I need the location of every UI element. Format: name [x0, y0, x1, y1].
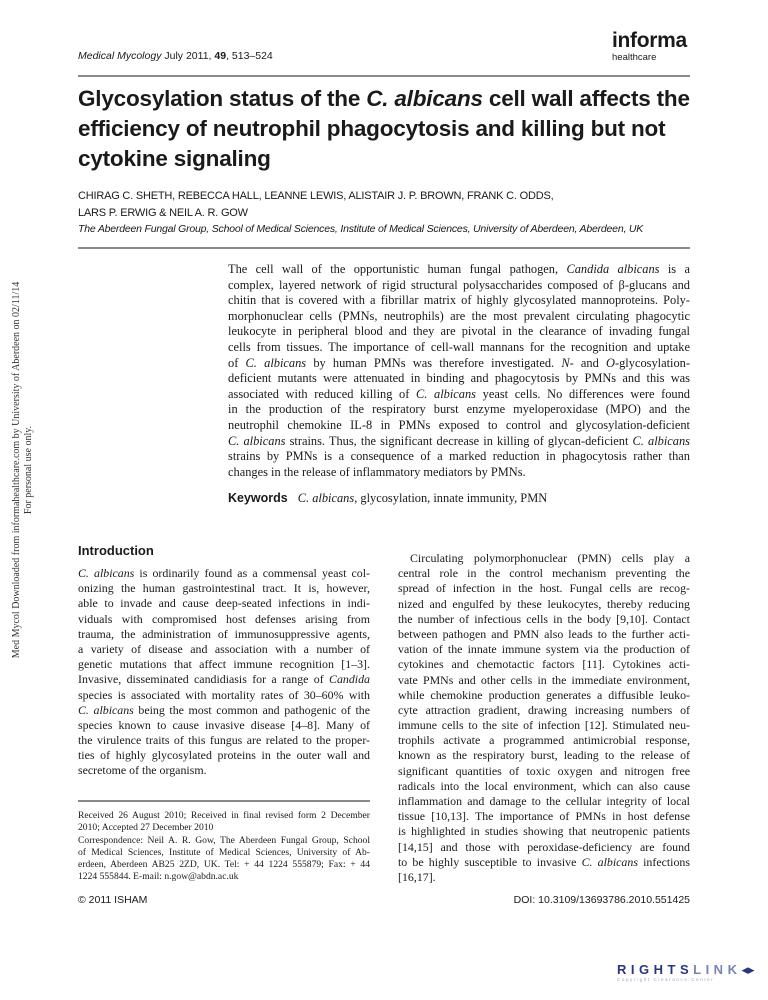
text-segment: changes in the release of inflammatory mediators by PMNs. [228, 464, 526, 479]
text-segment: radicals into the local environment, which can also cause [398, 778, 690, 793]
text-line [228, 402, 690, 418]
italic-term: C. albicans [228, 433, 286, 448]
text-line [78, 810, 370, 822]
text-segment: species is associated with mortality rates of 30–60% with [78, 687, 370, 702]
text-line [228, 387, 690, 403]
rightslink-tagline: Copyright Clearance Center [617, 977, 715, 982]
text-segment: spread of infection in the host. Fungal cells are recog- [398, 581, 690, 596]
left-column-text [78, 566, 370, 779]
text-line [398, 597, 690, 612]
text-line [398, 718, 690, 733]
publisher-sub: healthcare [612, 52, 657, 63]
text-segment: neutrophil chemokine IL-8 in PMNs exposed to control and glycosylation-deficient [228, 417, 690, 432]
text-segment: nized and engulfed by these leukocytes, thereby reducing [398, 596, 690, 611]
text-line [398, 642, 690, 657]
italic-term: O [606, 355, 615, 370]
text-line [398, 809, 690, 824]
text-line [78, 763, 370, 778]
text-line [398, 688, 690, 703]
text-segment: yeast cells. No differences were found [476, 386, 690, 401]
text-segment: the virulence traits of this fungus are related to the proper- [78, 733, 370, 748]
publisher-brand: informa [612, 29, 687, 52]
text-segment: trauma, the administration of immunosuppressive agents, [78, 626, 370, 641]
text-segment: significant quantities of toxic oxygen and nitrogen free [398, 763, 690, 778]
text-line [78, 596, 370, 611]
text-line [228, 309, 690, 325]
journal-citation [78, 50, 273, 62]
keywords-label: Keywords [228, 491, 288, 505]
text-segment: 2010; Accepted 27 December 2010 [78, 822, 214, 834]
journal-date: July 2011, [161, 50, 215, 62]
title-text: Glycosylation status of the [78, 86, 367, 111]
text-line [78, 847, 370, 859]
text-segment: immune cells to the site of infection [12]. Stimulated neu- [398, 718, 690, 733]
journal-name: Medical Mycology [78, 50, 162, 62]
text-line [228, 278, 690, 294]
text-line [228, 356, 690, 372]
text-line [228, 434, 690, 450]
download-notice-line: For personal use only. [23, 425, 34, 515]
text-line [398, 824, 690, 839]
text-line [228, 262, 690, 278]
doi[interactable]: DOI: 10.3109/13693786.2010.551425 [513, 894, 690, 906]
right-column-text [398, 551, 690, 885]
journal-volume: 49 [214, 50, 227, 62]
text-segment: the number of infectious cells in the body [9,10]. Contact [398, 611, 690, 626]
text-segment: able to invade and cause deep-seated infections in indi- [78, 596, 370, 611]
text-line [78, 612, 370, 627]
text-segment: viduals with compromised host defenses arising from [78, 611, 370, 626]
keyword-italic: C. albicans [297, 491, 355, 505]
italic-term: C. albicans [245, 355, 307, 370]
text-segment: complex, layered network of rigid structural polysaccharides composed of β-glucans and [228, 277, 690, 292]
text-line [78, 627, 370, 642]
text-line [78, 748, 370, 763]
text-segment: cells from tissues. The importance of cell-wall mannans for the recognition and uptake [228, 339, 690, 354]
text-segment: erdeen, Aberdeen AB25 2ZD, UK. Tel: + 44 1224 555879; Fax: + 44 [78, 859, 370, 871]
text-line [398, 703, 690, 718]
text-segment: The cell wall of the opportunistic human fungal pathogen, [228, 262, 567, 276]
text-line [398, 870, 690, 885]
text-segment: cyte attraction gradient, drawing increasing numbers of [398, 702, 690, 717]
text-segment: strains by PMNs is a consequence of a marked reduction in phagocytosis rather than [228, 449, 690, 464]
text-segment: leukocyte in peripheral blood and they are pivotal in the clearance of invading fungal [228, 324, 690, 339]
text-segment: morphonuclear cells (PMNs, neutrophils) are the most prevalent circulating phagocytic [228, 308, 690, 323]
text-segment: chitin that is covered with a fibrillar matrix of highly glycosylated mannoproteins. Poly- [228, 293, 690, 308]
affiliation: The Aberdeen Fungal Group, School of Medical Sciences, Institute of Medical Sciences, University of Aberdeen, Aberdeen, UK [78, 223, 644, 235]
header-rule [78, 75, 690, 77]
text-line [398, 612, 690, 627]
text-segment: [16,17]. [398, 869, 436, 884]
text-segment: ties of highly glycosylated proteins in the outer wall and [78, 748, 370, 763]
article-title [78, 84, 698, 174]
text-segment: in the production of the respiratory burst enzyme myeloperoxidase (MPO) and the [228, 402, 690, 417]
text-segment: being the most common and pathogenic of the [133, 702, 370, 717]
italic-term: C. albicans [78, 702, 134, 717]
text-line [78, 657, 370, 672]
keywords [228, 491, 547, 506]
text-line [398, 657, 690, 672]
rightslink-part1: RIGHTS [617, 962, 694, 977]
title-italic: C. albicans [366, 86, 483, 111]
text-line [398, 794, 690, 809]
text-segment: inflammation and damage to the cellular integrity of local [398, 794, 690, 808]
italic-term: N [561, 355, 570, 370]
italic-term: C. albicans [416, 386, 476, 401]
text-line [398, 748, 690, 763]
text-line [228, 371, 690, 387]
keywords-list: , glycosylation, innate immunity, PMN [354, 491, 548, 505]
text-segment: cytokines and chemotactic factors [11]. Cytokines acti- [398, 657, 690, 672]
rightslink-logo[interactable] [617, 962, 767, 982]
text-line [398, 733, 690, 748]
rightslink-part2: LINK [693, 962, 742, 977]
text-line [398, 855, 690, 870]
text-segment: trophils activate a programmed antimicrobial response, [398, 733, 690, 748]
text-segment: to be highly susceptible to invasive [398, 854, 582, 869]
text-segment: genetic mutations that affect immune recognition [1–3]. [78, 657, 370, 672]
text-segment: is highlighted in studies showing that neutropenic patients [398, 824, 690, 839]
title-text: cell wall affects the [482, 86, 690, 111]
text-line [398, 581, 690, 596]
text-segment: associated with reduced killing of [228, 386, 417, 401]
text-line [398, 627, 690, 642]
text-line [78, 581, 370, 596]
text-line [78, 871, 370, 883]
download-notice-line: Med Mycol Downloaded from informahealthcare.com by University of Aberdeen on 02/11/14 [11, 281, 22, 659]
text-segment: central role in the control mechanism preventing the [398, 566, 690, 581]
text-segment: strains. Thus, the significant decrease in killing of glycan-deficient [285, 433, 633, 448]
text-segment: known as the respiratory burst, leading to the release of [398, 748, 690, 763]
text-segment: vation of the innate immune system via the production of [398, 642, 690, 657]
text-segment: Invasive, disseminated candidiasis for a range of [78, 672, 330, 687]
footnotes [78, 810, 370, 884]
text-segment: -glycosylation- [614, 355, 690, 370]
text-segment: while chemokine production generates a diffusible leuko- [398, 687, 690, 702]
italic-term: Candida [329, 672, 370, 687]
text-line [398, 566, 690, 581]
text-line [228, 340, 690, 356]
text-line [228, 293, 690, 309]
italic-term: Candida albicans [566, 262, 660, 276]
text-line [78, 733, 370, 748]
text-segment: Circulating polymorphonuclear (PMN) cells play a [410, 551, 690, 565]
author-list [78, 188, 553, 222]
italic-term: C. albicans [632, 433, 690, 448]
italic-term: C. albicans [581, 854, 638, 869]
publisher-logo [612, 30, 687, 63]
download-notice [11, 282, 35, 658]
text-segment: - and [569, 355, 607, 370]
text-line [398, 551, 690, 566]
text-segment: of Medical Sciences, Institute of Medical Sciences, University of Ab- [78, 846, 370, 858]
footnote-rule [78, 800, 370, 802]
text-line [228, 465, 690, 481]
text-line [398, 673, 690, 688]
text-segment: species known to cause invasive disease [4–8]. Many of [78, 717, 370, 732]
authors-line: CHIRAG C. SHETH, REBECCA HALL, LEANNE LEWIS, ALISTAIR J. P. BROWN, FRANK C. ODDS, [78, 190, 554, 202]
text-line [398, 764, 690, 779]
text-line [78, 718, 370, 733]
journal-pages: , 513–524 [226, 50, 273, 62]
title-text: cytokine signaling [78, 146, 271, 171]
text-segment: Received 26 August 2010; Received in final revised form 2 December [78, 810, 370, 821]
text-segment: [14,15] and those with peroxidase-deficiency are found [398, 839, 690, 854]
text-segment: tissue [10,13]. The importance of PMNs in host defense [398, 809, 690, 824]
text-line [398, 840, 690, 855]
text-line [228, 324, 690, 340]
section-heading: Introduction [78, 543, 154, 558]
text-line [78, 835, 370, 847]
text-line [228, 418, 690, 434]
text-segment: deficient mutants were attenuated in binding and phagocytosis by PMNs and this was [228, 371, 690, 386]
chevron-icon: ◂▸ [741, 962, 755, 977]
text-line [78, 703, 370, 718]
text-segment: by human PMNs was therefore investigated. [306, 355, 562, 370]
text-line [78, 566, 370, 581]
text-line [398, 779, 690, 794]
text-segment: is ordinarily found as a commensal yeast col- [134, 566, 370, 580]
text-segment: infections [637, 854, 690, 869]
authors-line: LARS P. ERWIG & NEIL A. R. GOW [78, 207, 248, 219]
text-line [78, 672, 370, 687]
text-segment: onizing the human gastrointestinal tract. It is, however, [78, 581, 370, 596]
text-line [228, 449, 690, 465]
text-segment: between pathogen and PMN also leads to the further acti- [398, 626, 690, 641]
text-segment: vate PMNs and other cells in the immediate environment, [398, 672, 690, 687]
text-line [78, 688, 370, 703]
italic-term: C. albicans [78, 566, 135, 580]
text-line [78, 642, 370, 657]
title-rule [78, 247, 690, 249]
text-segment: secretome of the organism. [78, 763, 207, 778]
text-segment: Correspondence: Neil A. R. Gow, The Aberdeen Fungal Group, School [78, 834, 370, 846]
text-segment: is a [659, 262, 690, 276]
text-segment: of [228, 355, 246, 370]
title-text: efficiency of neutrophil phagocytosis and killing but not [78, 116, 666, 141]
text-line [78, 822, 370, 834]
text-segment: 1224 555844. E-mail: n.gow@abdn.ac.uk [78, 871, 239, 883]
text-segment: a variety of disease and association with a number of [78, 641, 370, 656]
abstract [228, 262, 690, 480]
copyright: © 2011 ISHAM [78, 894, 148, 906]
text-line [78, 859, 370, 871]
